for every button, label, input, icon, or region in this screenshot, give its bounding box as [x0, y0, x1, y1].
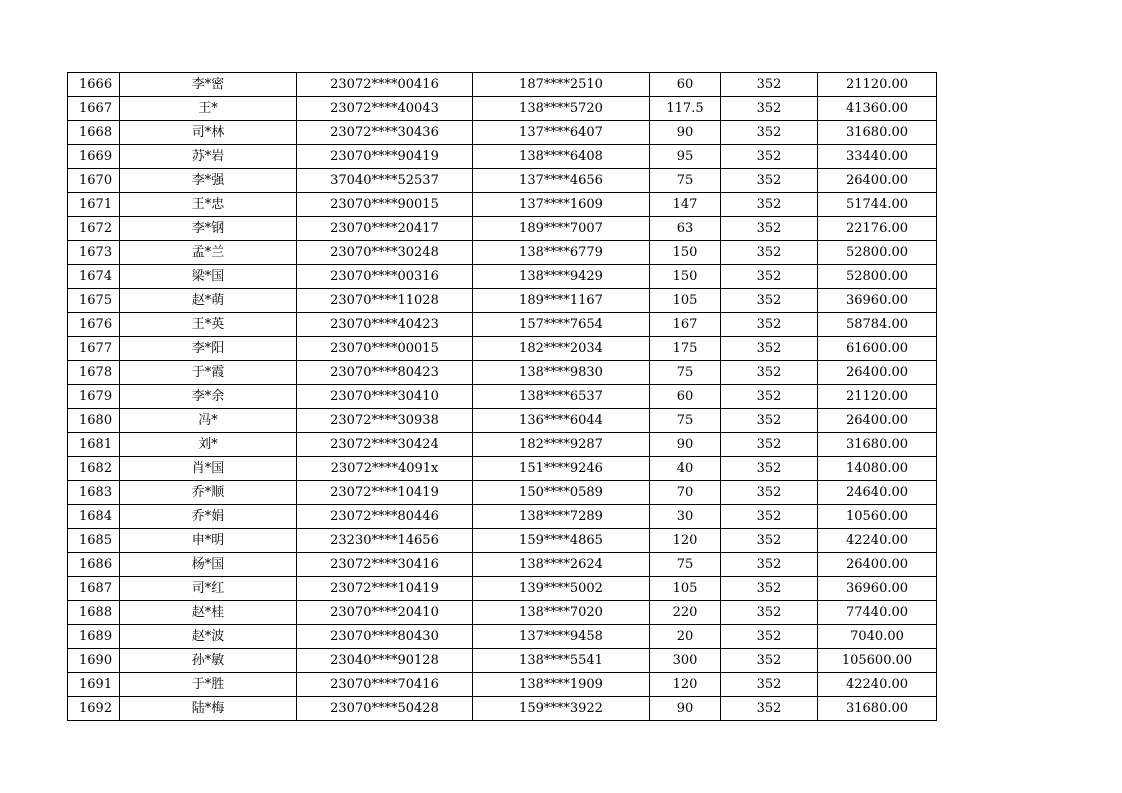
cell-price: 352	[721, 73, 818, 97]
cell-amount: 22176.00	[818, 217, 937, 241]
cell-id-number: 23230****14656	[297, 529, 473, 553]
cell-seq: 1670	[68, 169, 120, 193]
cell-name: 陆*梅	[120, 697, 297, 721]
cell-amount: 61600.00	[818, 337, 937, 361]
cell-price: 352	[721, 577, 818, 601]
cell-id-number: 23070****50428	[297, 697, 473, 721]
table-row	[68, 601, 937, 625]
cell-id-number: 23072****30416	[297, 553, 473, 577]
cell-amount: 10560.00	[818, 505, 937, 529]
cell-name: 李*密	[120, 73, 297, 97]
table-row	[68, 673, 937, 697]
cell-quantity: 63	[650, 217, 721, 241]
table-row	[68, 145, 937, 169]
cell-phone: 138****7289	[473, 505, 650, 529]
cell-quantity: 70	[650, 481, 721, 505]
cell-amount: 21120.00	[818, 73, 937, 97]
cell-id-number: 23070****90419	[297, 145, 473, 169]
cell-name: 王*英	[120, 313, 297, 337]
cell-seq: 1684	[68, 505, 120, 529]
cell-name: 司*林	[120, 121, 297, 145]
table-row	[68, 625, 937, 649]
cell-amount: 24640.00	[818, 481, 937, 505]
cell-price: 352	[721, 337, 818, 361]
cell-id-number: 23072****80446	[297, 505, 473, 529]
cell-price: 352	[721, 145, 818, 169]
cell-id-number: 23070****11028	[297, 289, 473, 313]
cell-id-number: 23072****40043	[297, 97, 473, 121]
cell-price: 352	[721, 97, 818, 121]
cell-phone: 138****5720	[473, 97, 650, 121]
cell-phone: 138****9429	[473, 265, 650, 289]
cell-quantity: 95	[650, 145, 721, 169]
table-row	[68, 457, 937, 481]
data-table	[67, 72, 937, 721]
cell-quantity: 60	[650, 385, 721, 409]
table-row	[68, 337, 937, 361]
cell-price: 352	[721, 385, 818, 409]
cell-id-number: 23072****10419	[297, 481, 473, 505]
cell-phone: 138****1909	[473, 673, 650, 697]
cell-price: 352	[721, 625, 818, 649]
cell-id-number: 23070****30410	[297, 385, 473, 409]
cell-id-number: 23070****00015	[297, 337, 473, 361]
cell-price: 352	[721, 697, 818, 721]
cell-name: 冯*	[120, 409, 297, 433]
cell-seq: 1680	[68, 409, 120, 433]
cell-quantity: 90	[650, 433, 721, 457]
cell-amount: 31680.00	[818, 121, 937, 145]
cell-name: 杨*国	[120, 553, 297, 577]
cell-price: 352	[721, 457, 818, 481]
table-row	[68, 265, 937, 289]
cell-seq: 1689	[68, 625, 120, 649]
cell-amount: 42240.00	[818, 673, 937, 697]
cell-phone: 182****9287	[473, 433, 650, 457]
cell-id-number: 23072****30938	[297, 409, 473, 433]
cell-quantity: 60	[650, 73, 721, 97]
cell-phone: 136****6044	[473, 409, 650, 433]
cell-name: 李*余	[120, 385, 297, 409]
cell-seq: 1675	[68, 289, 120, 313]
cell-phone: 137****1609	[473, 193, 650, 217]
cell-name: 王*	[120, 97, 297, 121]
cell-amount: 36960.00	[818, 577, 937, 601]
cell-quantity: 20	[650, 625, 721, 649]
cell-name: 赵*萌	[120, 289, 297, 313]
cell-name: 于*霞	[120, 361, 297, 385]
cell-quantity: 147	[650, 193, 721, 217]
cell-phone: 138****6779	[473, 241, 650, 265]
cell-id-number: 23070****30248	[297, 241, 473, 265]
cell-id-number: 23070****00316	[297, 265, 473, 289]
cell-seq: 1674	[68, 265, 120, 289]
cell-seq: 1691	[68, 673, 120, 697]
cell-amount: 21120.00	[818, 385, 937, 409]
table-row	[68, 529, 937, 553]
cell-name: 赵*桂	[120, 601, 297, 625]
cell-id-number: 23070****40423	[297, 313, 473, 337]
cell-seq: 1687	[68, 577, 120, 601]
cell-seq: 1677	[68, 337, 120, 361]
cell-id-number: 37040****52537	[297, 169, 473, 193]
cell-quantity: 30	[650, 505, 721, 529]
cell-id-number: 23040****90128	[297, 649, 473, 673]
table-row	[68, 553, 937, 577]
cell-seq: 1690	[68, 649, 120, 673]
table-row	[68, 481, 937, 505]
cell-quantity: 90	[650, 697, 721, 721]
cell-seq: 1676	[68, 313, 120, 337]
cell-quantity: 120	[650, 673, 721, 697]
cell-phone: 138****9830	[473, 361, 650, 385]
cell-name: 刘*	[120, 433, 297, 457]
cell-phone: 138****6537	[473, 385, 650, 409]
cell-quantity: 75	[650, 361, 721, 385]
cell-quantity: 90	[650, 121, 721, 145]
cell-quantity: 40	[650, 457, 721, 481]
cell-phone: 137****4656	[473, 169, 650, 193]
cell-seq: 1682	[68, 457, 120, 481]
cell-price: 352	[721, 361, 818, 385]
cell-quantity: 75	[650, 169, 721, 193]
cell-price: 352	[721, 121, 818, 145]
cell-quantity: 117.5	[650, 97, 721, 121]
cell-name: 李*强	[120, 169, 297, 193]
cell-quantity: 300	[650, 649, 721, 673]
table-row	[68, 697, 937, 721]
cell-seq: 1667	[68, 97, 120, 121]
table-row	[68, 193, 937, 217]
cell-id-number: 23070****20410	[297, 601, 473, 625]
cell-seq: 1671	[68, 193, 120, 217]
cell-id-number: 23072****10419	[297, 577, 473, 601]
cell-name: 李*钢	[120, 217, 297, 241]
cell-seq: 1666	[68, 73, 120, 97]
cell-quantity: 105	[650, 577, 721, 601]
cell-amount: 41360.00	[818, 97, 937, 121]
table-row	[68, 241, 937, 265]
cell-quantity: 150	[650, 241, 721, 265]
cell-quantity: 120	[650, 529, 721, 553]
cell-id-number: 23070****70416	[297, 673, 473, 697]
table-row	[68, 73, 937, 97]
cell-quantity: 167	[650, 313, 721, 337]
table-body	[68, 73, 937, 721]
cell-seq: 1673	[68, 241, 120, 265]
cell-amount: 26400.00	[818, 169, 937, 193]
cell-seq: 1672	[68, 217, 120, 241]
cell-phone: 138****5541	[473, 649, 650, 673]
cell-name: 于*胜	[120, 673, 297, 697]
cell-seq: 1688	[68, 601, 120, 625]
cell-phone: 150****0589	[473, 481, 650, 505]
cell-name: 王*忠	[120, 193, 297, 217]
cell-seq: 1679	[68, 385, 120, 409]
cell-amount: 51744.00	[818, 193, 937, 217]
cell-phone: 151****9246	[473, 457, 650, 481]
cell-phone: 159****4865	[473, 529, 650, 553]
cell-amount: 52800.00	[818, 265, 937, 289]
cell-price: 352	[721, 529, 818, 553]
cell-id-number: 23070****20417	[297, 217, 473, 241]
cell-name: 乔*娟	[120, 505, 297, 529]
cell-id-number: 23072****4091x	[297, 457, 473, 481]
cell-id-number: 23072****30436	[297, 121, 473, 145]
table-row	[68, 649, 937, 673]
cell-price: 352	[721, 481, 818, 505]
cell-name: 肖*国	[120, 457, 297, 481]
cell-price: 352	[721, 241, 818, 265]
cell-phone: 159****3922	[473, 697, 650, 721]
cell-name: 申*明	[120, 529, 297, 553]
cell-name: 李*阳	[120, 337, 297, 361]
cell-id-number: 23072****00416	[297, 73, 473, 97]
cell-id-number: 23070****80430	[297, 625, 473, 649]
cell-phone: 137****9458	[473, 625, 650, 649]
cell-amount: 26400.00	[818, 553, 937, 577]
cell-price: 352	[721, 289, 818, 313]
cell-amount: 14080.00	[818, 457, 937, 481]
cell-price: 352	[721, 601, 818, 625]
cell-price: 352	[721, 673, 818, 697]
cell-phone: 139****5002	[473, 577, 650, 601]
cell-quantity: 220	[650, 601, 721, 625]
cell-phone: 157****7654	[473, 313, 650, 337]
cell-amount: 77440.00	[818, 601, 937, 625]
cell-phone: 138****6408	[473, 145, 650, 169]
cell-phone: 138****7020	[473, 601, 650, 625]
cell-quantity: 150	[650, 265, 721, 289]
cell-price: 352	[721, 553, 818, 577]
table-row	[68, 217, 937, 241]
cell-quantity: 75	[650, 409, 721, 433]
table-row	[68, 121, 937, 145]
table-row	[68, 169, 937, 193]
cell-price: 352	[721, 193, 818, 217]
cell-amount: 105600.00	[818, 649, 937, 673]
cell-seq: 1685	[68, 529, 120, 553]
cell-seq: 1683	[68, 481, 120, 505]
cell-price: 352	[721, 649, 818, 673]
cell-phone: 189****1167	[473, 289, 650, 313]
cell-seq: 1669	[68, 145, 120, 169]
cell-price: 352	[721, 265, 818, 289]
table-row	[68, 313, 937, 337]
cell-name: 孙*敏	[120, 649, 297, 673]
cell-price: 352	[721, 313, 818, 337]
table-row	[68, 505, 937, 529]
cell-amount: 26400.00	[818, 409, 937, 433]
cell-seq: 1668	[68, 121, 120, 145]
table-row	[68, 361, 937, 385]
cell-amount: 31680.00	[818, 697, 937, 721]
cell-seq: 1686	[68, 553, 120, 577]
cell-quantity: 175	[650, 337, 721, 361]
cell-quantity: 75	[650, 553, 721, 577]
cell-amount: 52800.00	[818, 241, 937, 265]
cell-amount: 42240.00	[818, 529, 937, 553]
cell-id-number: 23070****90015	[297, 193, 473, 217]
cell-price: 352	[721, 169, 818, 193]
cell-seq: 1692	[68, 697, 120, 721]
table-row	[68, 433, 937, 457]
cell-name: 乔*顺	[120, 481, 297, 505]
cell-phone: 137****6407	[473, 121, 650, 145]
cell-phone: 189****7007	[473, 217, 650, 241]
cell-price: 352	[721, 505, 818, 529]
cell-seq: 1681	[68, 433, 120, 457]
table-row	[68, 577, 937, 601]
cell-name: 赵*波	[120, 625, 297, 649]
cell-name: 司*红	[120, 577, 297, 601]
cell-amount: 36960.00	[818, 289, 937, 313]
cell-id-number: 23070****80423	[297, 361, 473, 385]
cell-amount: 7040.00	[818, 625, 937, 649]
table-row	[68, 385, 937, 409]
cell-name: 孟*兰	[120, 241, 297, 265]
cell-name: 苏*岩	[120, 145, 297, 169]
cell-phone: 138****2624	[473, 553, 650, 577]
cell-quantity: 105	[650, 289, 721, 313]
table-row	[68, 289, 937, 313]
cell-seq: 1678	[68, 361, 120, 385]
table-row	[68, 409, 937, 433]
table-row	[68, 97, 937, 121]
cell-amount: 58784.00	[818, 313, 937, 337]
cell-phone: 187****2510	[473, 73, 650, 97]
cell-price: 352	[721, 217, 818, 241]
cell-amount: 26400.00	[818, 361, 937, 385]
cell-price: 352	[721, 433, 818, 457]
cell-phone: 182****2034	[473, 337, 650, 361]
cell-amount: 33440.00	[818, 145, 937, 169]
cell-id-number: 23072****30424	[297, 433, 473, 457]
cell-price: 352	[721, 409, 818, 433]
cell-name: 梁*国	[120, 265, 297, 289]
cell-amount: 31680.00	[818, 433, 937, 457]
